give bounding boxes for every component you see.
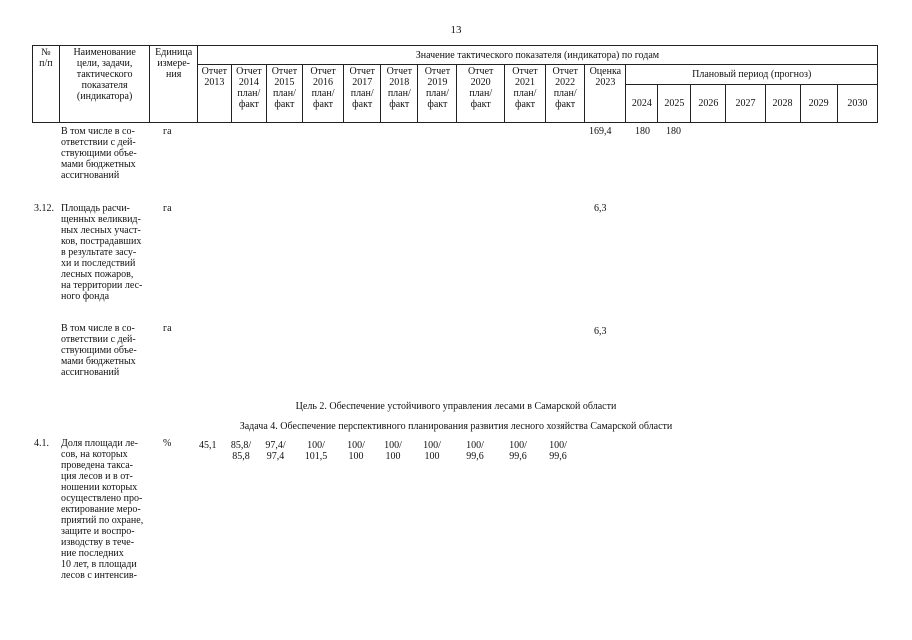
row-value-2021-plan: 100/ bbox=[509, 440, 527, 451]
row-name bbox=[61, 438, 145, 581]
name-line: 10 лет, в площади bbox=[61, 559, 137, 570]
row-value-2022-fact: 99,6 bbox=[549, 451, 567, 462]
name-line: ношении которых bbox=[61, 482, 138, 493]
row-name bbox=[61, 126, 145, 181]
name-line: Доля площади ле- bbox=[61, 438, 138, 449]
row-value-2019-plan: 100/ bbox=[423, 440, 441, 451]
name-line: защите и воспро- bbox=[61, 526, 135, 537]
name-line: ние последних bbox=[61, 548, 124, 559]
row-value-2017-plan: 100/ bbox=[347, 440, 365, 451]
name-line: ствующими объе- bbox=[61, 345, 137, 356]
header-report-2017: Отчет 2017 план/ факт bbox=[344, 65, 381, 123]
row-value-2018-fact: 100 bbox=[385, 451, 401, 462]
name-line: щенных великвид- bbox=[61, 214, 141, 225]
row-value-2014-fact: 85,8 bbox=[232, 451, 250, 462]
row-unit: га bbox=[163, 126, 172, 137]
row-estimate-2023: 6,3 bbox=[594, 203, 607, 214]
task-heading: Задача 4. Обеспечение перспективного планирования развития лесного хозяйства Самарской области bbox=[239, 421, 673, 432]
name-line: ция лесов и в от- bbox=[61, 471, 133, 482]
header-report-2021: Отчет 2021 план/ факт bbox=[504, 65, 545, 123]
header-report-2015: Отчет 2015 план/ факт bbox=[266, 65, 302, 123]
header-col-name: Наименование цели, задачи, тактического показателя (индикатора) bbox=[59, 46, 150, 123]
name-line: ных лесных участ- bbox=[61, 225, 141, 236]
row-value-2014-plan: 85,8/ bbox=[230, 440, 252, 451]
row-estimate-2023: 6,3 bbox=[594, 326, 607, 337]
name-line: на территории лес- bbox=[61, 280, 143, 291]
row-name bbox=[61, 323, 145, 378]
name-line: сов, на которых bbox=[61, 449, 128, 460]
name-line: ного фонда bbox=[61, 291, 110, 302]
row-value-2024: 180 bbox=[635, 126, 650, 137]
row-unit: га bbox=[163, 323, 172, 334]
row-value-2022-plan: 100/ bbox=[549, 440, 567, 451]
row-value-2013: 45,1 bbox=[199, 440, 217, 451]
header-plan-2024: 2024 bbox=[626, 85, 658, 123]
name-line: проведена такса- bbox=[61, 460, 134, 471]
header-report-2022: Отчет 2022 план/ факт bbox=[546, 65, 585, 123]
row-value-2016-plan: 100/ bbox=[307, 440, 325, 451]
row-value-2021-fact: 99,6 bbox=[509, 451, 527, 462]
header-plan-2026: 2026 bbox=[691, 85, 726, 123]
header-plan-period: Плановый период (прогноз) bbox=[626, 65, 878, 85]
row-value-2020-plan: 100/ bbox=[466, 440, 484, 451]
name-line: ответствии с дей- bbox=[61, 137, 136, 148]
header-report-2019: Отчет 2019 план/ факт bbox=[418, 65, 457, 123]
name-line: изводству в тече- bbox=[61, 537, 135, 548]
row-value-2015-plan: 97,4/ bbox=[265, 440, 286, 451]
name-line: ответствии с дей- bbox=[61, 334, 136, 345]
row-value-2025: 180 bbox=[666, 126, 681, 137]
name-line: ков, пострадавших bbox=[61, 236, 142, 247]
header-plan-2030: 2030 bbox=[837, 85, 877, 123]
row-value-2017-fact: 100 bbox=[348, 451, 364, 462]
name-line: ектирование меро- bbox=[61, 504, 141, 515]
name-line: ствующими объе- bbox=[61, 148, 137, 159]
row-value-2016-fact: 101,5 bbox=[304, 451, 328, 462]
name-line: ассигнований bbox=[61, 170, 120, 181]
header-report-2014: Отчет 2014 план/ факт bbox=[231, 65, 266, 123]
name-line: В том числе в со- bbox=[61, 126, 135, 137]
row-unit: % bbox=[163, 438, 172, 449]
name-line: в результате засу- bbox=[61, 247, 137, 258]
header-plan-2028: 2028 bbox=[765, 85, 800, 123]
header-plan-2029: 2029 bbox=[800, 85, 837, 123]
name-line: мами бюджетных bbox=[61, 356, 136, 367]
name-line: Площадь расчи- bbox=[61, 203, 130, 214]
indicator-table-header bbox=[32, 45, 878, 123]
row-unit: га bbox=[163, 203, 172, 214]
name-line: осуществлено про- bbox=[61, 493, 143, 504]
row-name bbox=[61, 203, 145, 302]
row-estimate-2023: 169,4 bbox=[589, 126, 612, 137]
row-number: 3.12. bbox=[34, 203, 54, 214]
goal-heading: Цель 2. Обеспечение устойчивого управления лесами в Самарской области bbox=[295, 401, 617, 412]
header-plan-2027: 2027 bbox=[726, 85, 765, 123]
name-line: В том числе в со- bbox=[61, 323, 135, 334]
header-report-2018: Отчет 2018 план/ факт bbox=[381, 65, 418, 123]
header-group-title: Значение тактического показателя (индикатора) по годам bbox=[197, 46, 877, 65]
header-estimate-2023: Оценка 2023 bbox=[585, 65, 626, 123]
header-report-2016: Отчет 2016 план/ факт bbox=[302, 65, 343, 123]
header-report-2013: Отчет 2013 bbox=[197, 65, 231, 123]
header-plan-2025: 2025 bbox=[658, 85, 691, 123]
name-line: лесов с интенсив- bbox=[61, 570, 137, 581]
row-value-2018-plan: 100/ bbox=[384, 440, 402, 451]
row-value-2015-fact: 97,4 bbox=[266, 451, 285, 462]
header-col-unit: Единица измере- ния bbox=[150, 46, 197, 123]
page-number: 13 bbox=[450, 24, 462, 36]
row-value-2019-fact: 100 bbox=[424, 451, 440, 462]
name-line: мами бюджетных bbox=[61, 159, 136, 170]
name-line: хи и последствий bbox=[61, 258, 136, 269]
row-number: 4.1. bbox=[34, 438, 49, 449]
header-report-2020: Отчет 2020 план/ факт bbox=[457, 65, 504, 123]
name-line: лесных пожаров, bbox=[61, 269, 134, 280]
name-line: ассигнований bbox=[61, 367, 120, 378]
name-line: приятий по охране, bbox=[61, 515, 144, 526]
header-col-number: № п/п bbox=[33, 46, 60, 123]
row-value-2020-fact: 99,6 bbox=[466, 451, 484, 462]
